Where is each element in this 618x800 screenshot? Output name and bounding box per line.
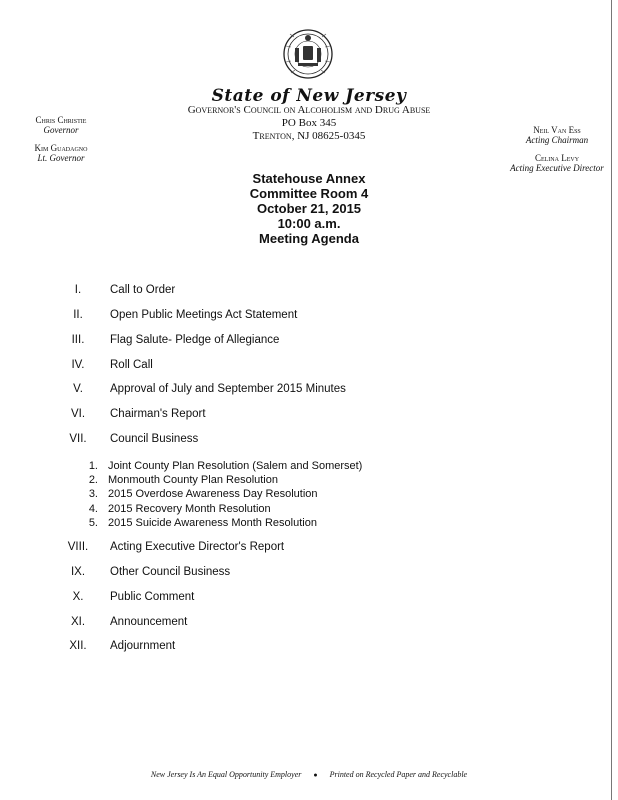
sub-item-number: 5. bbox=[88, 517, 98, 529]
bullet-icon: ● bbox=[313, 771, 318, 779]
governor-title: Governor bbox=[43, 125, 79, 135]
chairman-title: Acting Chairman bbox=[525, 135, 589, 145]
agenda-text: Council Business bbox=[110, 433, 199, 445]
state-name: State of New Jersey bbox=[211, 86, 407, 106]
meeting-details bbox=[0, 171, 618, 246]
sub-item-number: 4. bbox=[88, 503, 98, 515]
agenda-text: Open Public Meetings Act Statement bbox=[110, 309, 298, 321]
sub-item-text: 2015 Suicide Awareness Month Resolution bbox=[108, 517, 317, 529]
sub-item-text: 2015 Overdose Awareness Day Resolution bbox=[108, 488, 318, 500]
footer-eoe-text: New Jersey Is An Equal Opportunity Employer bbox=[150, 770, 302, 779]
sub-item-number: 3. bbox=[88, 488, 98, 500]
council-name: Governor's Council on Alcoholism and Drug Abuse bbox=[187, 104, 431, 116]
footer-recycled-text: Printed on Recycled Paper and Recyclable bbox=[329, 770, 468, 779]
lt-governor-name: Kim Guadagno bbox=[34, 143, 88, 153]
left-officials bbox=[16, 115, 106, 163]
agenda-numeral: I. bbox=[74, 284, 82, 296]
agenda-numeral: IX. bbox=[70, 566, 86, 578]
agenda-text: Flag Salute- Pledge of Allegiance bbox=[110, 334, 280, 346]
sub-item-text: 2015 Recovery Month Resolution bbox=[108, 503, 271, 515]
agenda-text: Other Council Business bbox=[110, 566, 231, 578]
agenda-numeral: XI. bbox=[70, 616, 86, 628]
city-address: Trenton, NJ 08625-0345 bbox=[252, 130, 366, 142]
agenda-numeral: VII. bbox=[69, 433, 87, 445]
director-name: Celina Levy bbox=[534, 153, 580, 163]
agenda-text: Acting Executive Director's Report bbox=[110, 541, 285, 553]
sub-item-number: 1. bbox=[88, 460, 98, 472]
agenda-text: Announcement bbox=[110, 616, 188, 628]
director-title: Acting Executive Director bbox=[510, 163, 604, 173]
agenda-numeral: VIII. bbox=[67, 541, 89, 553]
meeting-location: Statehouse Annex bbox=[252, 171, 366, 186]
meeting-heading: Meeting Agenda bbox=[259, 231, 359, 246]
chairman-name: Neil Van Ess bbox=[533, 125, 581, 135]
agenda-numeral: VI. bbox=[70, 408, 86, 420]
po-box: PO Box 345 bbox=[281, 117, 337, 129]
governor-name: Chris Christie bbox=[35, 115, 87, 125]
sub-item-text: Monmouth County Plan Resolution bbox=[108, 474, 278, 486]
agenda-numeral: X. bbox=[72, 591, 84, 603]
footer bbox=[0, 770, 618, 779]
meeting-date: October 21, 2015 bbox=[256, 201, 362, 216]
agenda-text: Call to Order bbox=[110, 284, 176, 296]
agenda-numeral: V. bbox=[73, 383, 83, 395]
agenda-numeral: XII. bbox=[69, 640, 87, 652]
lt-governor-title: Lt. Governor bbox=[37, 153, 85, 163]
agenda-text: Approval of July and September 2015 Minutes bbox=[110, 383, 346, 395]
sub-item-number: 2. bbox=[88, 474, 98, 486]
agenda-numeral: IV. bbox=[71, 359, 85, 371]
agenda-numeral: III. bbox=[71, 334, 85, 346]
agenda-numeral: II. bbox=[73, 309, 83, 321]
agenda-text: Public Comment bbox=[110, 591, 195, 603]
agenda-text: Roll Call bbox=[110, 359, 153, 371]
right-officials bbox=[496, 125, 618, 173]
meeting-time: 10:00 a.m. bbox=[277, 216, 341, 231]
meeting-room: Committee Room 4 bbox=[249, 186, 369, 201]
agenda-text: Chairman's Report bbox=[110, 408, 206, 420]
sub-item-text: Joint County Plan Resolution (Salem and Somerset) bbox=[108, 460, 363, 472]
agenda-text: Adjournment bbox=[110, 640, 176, 652]
